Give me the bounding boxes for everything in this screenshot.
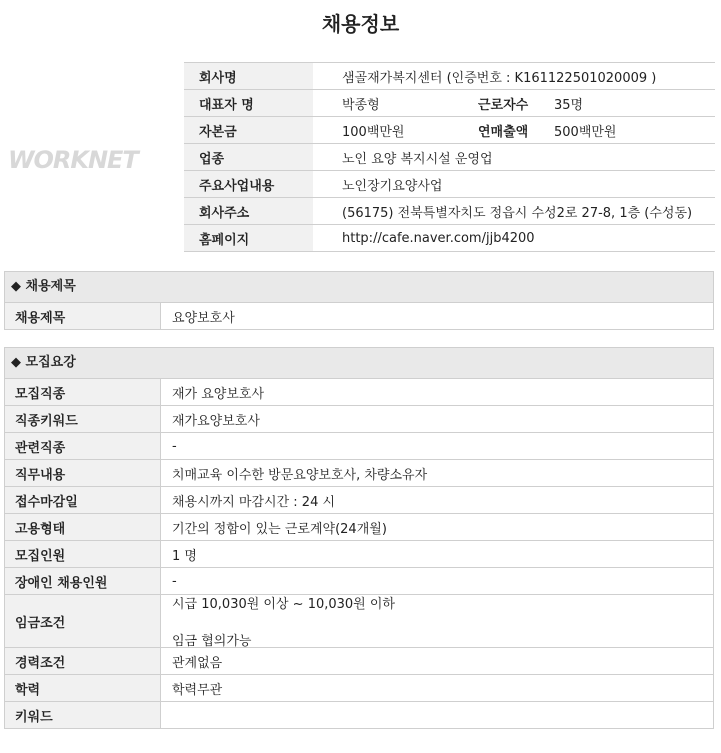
recruit-title-heading: ◆ 채용제목	[5, 272, 713, 303]
table-row	[5, 303, 713, 330]
sales-value: 500백만원	[554, 117, 715, 144]
table-row	[5, 568, 713, 595]
industry-label: 업종	[184, 144, 313, 171]
row-value: -	[172, 438, 177, 454]
sales-label: 연매출액	[478, 117, 554, 144]
table-row	[5, 541, 713, 568]
page-title: 채용정보	[321, 12, 400, 36]
row-label: 채용제목	[5, 303, 161, 329]
ceo-value: 박종형	[313, 90, 478, 117]
row-value: 기간의 정함이 있는 근로계약(24개월)	[172, 521, 387, 537]
industry-value: 노인 요양 복지시설 운영업	[313, 144, 715, 171]
company-info-table	[184, 62, 715, 252]
row-label: 모집직종	[5, 379, 161, 405]
row-label: 직무내용	[5, 460, 161, 486]
row-value	[161, 595, 713, 647]
company-name-value: 샘골재가복지센터 (인증번호 : K161122501020009 )	[313, 63, 715, 90]
table-row	[5, 675, 713, 702]
homepage-label: 홈페이지	[184, 225, 313, 252]
homepage-link[interactable]: http://cafe.naver.com/jjb4200	[313, 225, 715, 252]
wage-range: 시급 10,030원 이상 ~ 10,030원 이하	[172, 597, 395, 612]
row-value: 요양보호사	[172, 310, 235, 326]
workers-label: 근로자수	[478, 90, 554, 117]
row-value: 1 명	[172, 548, 197, 564]
capital-value: 100백만원	[313, 117, 478, 144]
ceo-label: 대표자 명	[184, 90, 313, 117]
requirements-section	[4, 347, 714, 729]
row-value: 채용시까지 마감시간 : 24 시	[172, 494, 336, 510]
table-row	[5, 702, 713, 729]
table-row	[5, 379, 713, 406]
address-value: (56175) 전북특별자치도 정읍시 수성2로 27-8, 1층 (수성동)	[313, 198, 715, 225]
row-label: 모집인원	[5, 541, 161, 567]
table-row	[5, 460, 713, 487]
table-row	[5, 648, 713, 675]
row-value: 재가요양보호사	[172, 413, 260, 429]
row-value: 치매교육 이수한 방문요양보호사, 차량소유자	[172, 467, 428, 483]
row-label: 관련직종	[5, 433, 161, 459]
row-value: 학력무관	[172, 682, 223, 698]
row-label: 학력	[5, 675, 161, 701]
requirements-heading: ◆ 모집요강	[5, 348, 713, 379]
worknet-logo: WORKNET	[8, 146, 138, 174]
row-label: 장애인 채용인원	[5, 568, 161, 594]
recruit-title-section	[4, 271, 714, 330]
workers-value: 35명	[554, 90, 715, 117]
business-label: 주요사업내용	[184, 171, 313, 198]
business-value: 노인장기요양사업	[313, 171, 715, 198]
row-value: -	[172, 573, 177, 589]
row-label: 경력조건	[5, 648, 161, 674]
row-label: 키워드	[5, 702, 161, 728]
row-label: 직종키워드	[5, 406, 161, 432]
row-value: 관계없음	[172, 655, 223, 671]
table-row	[5, 514, 713, 541]
row-value	[161, 702, 713, 728]
row-label: 임금조건	[5, 595, 161, 647]
address-label: 회사주소	[184, 198, 313, 225]
table-row	[5, 487, 713, 514]
row-label: 접수마감일	[5, 487, 161, 513]
company-name-label: 회사명	[184, 63, 313, 90]
wage-note: 임금 협의가능	[172, 634, 252, 649]
table-row	[5, 433, 713, 460]
row-label: 고용형태	[5, 514, 161, 540]
capital-label: 자본금	[184, 117, 313, 144]
row-value: 재가 요양보호사	[172, 386, 265, 402]
table-row	[5, 595, 713, 648]
table-row	[5, 406, 713, 433]
